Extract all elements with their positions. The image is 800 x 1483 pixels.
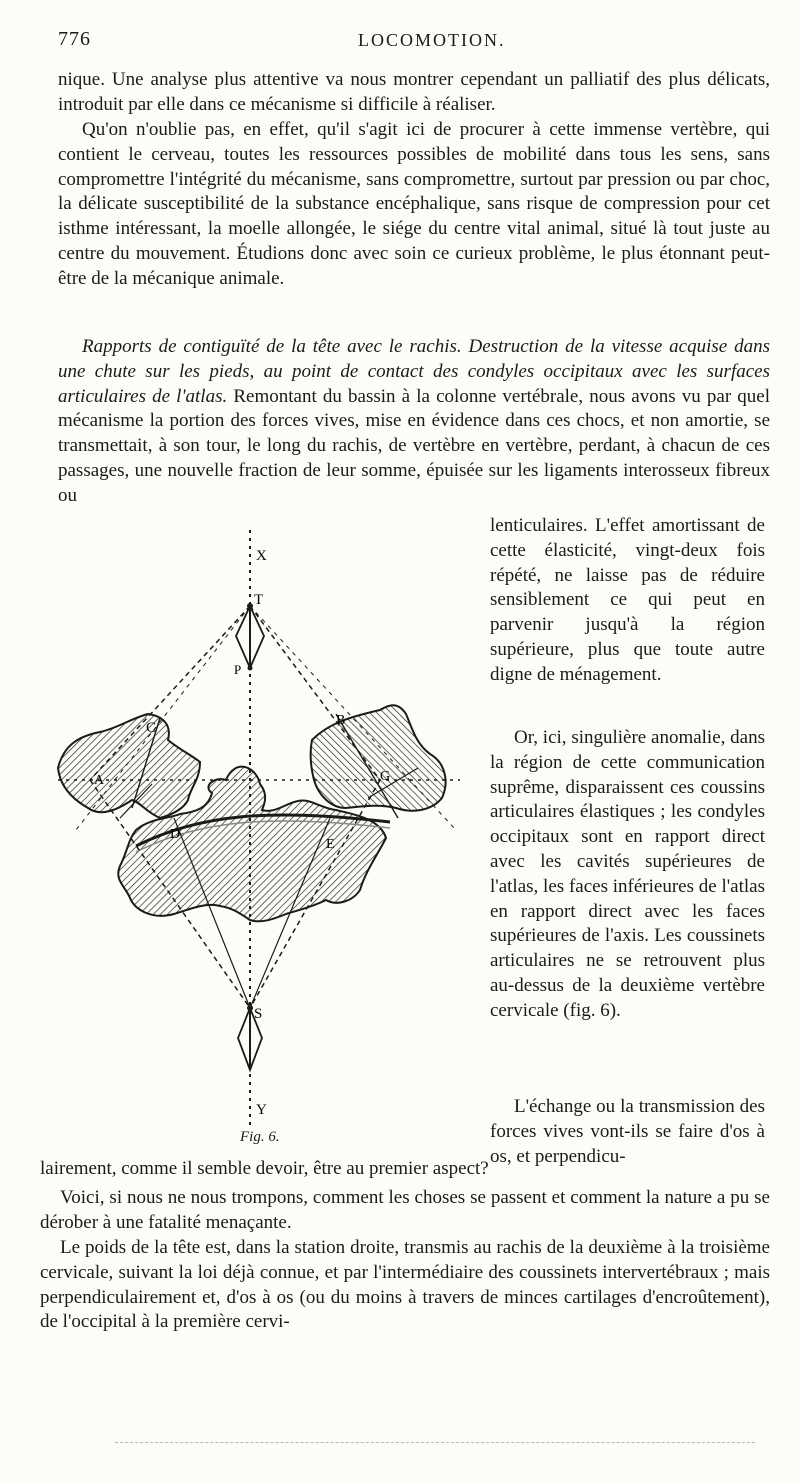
label-t: T (254, 592, 264, 608)
page-number: 776 (58, 28, 91, 50)
paragraph-1: nique. Une analyse plus attentive va nous montrer cependant un palliatif des plus délicats, introduit par elle dans ce mécanisme si difficile à réaliser. (58, 69, 770, 115)
label-x: X (256, 548, 267, 564)
side-paragraph-1: lenticulaires. L'effet amortissant de cette élasticité, vingt-deux fois répété, ne laisse pas de réduire sensiblement ce qui peut en parvenir jusqu'à la région supérieure, plus que toute autre digne de ménagement. (490, 515, 765, 685)
label-a: A (94, 773, 105, 788)
right-condyle-shape (311, 705, 446, 811)
footer-rule (115, 1442, 755, 1443)
paragraph-4: Voici, si nous ne nous trompons, comment les choses se passent et comment la nature a pu se dérober à une fatalité menaçante. (40, 1187, 770, 1233)
label-y: Y (256, 1102, 267, 1118)
paragraph-3 (58, 335, 770, 509)
figure-caption: Fig. 6. (240, 1129, 280, 1145)
label-s: S (254, 1006, 263, 1022)
paragraph-continuation: lairement, comme il semble devoir, être au premier aspect? (40, 1158, 489, 1179)
paragraph-5: Le poids de la tête est, dans la station droite, transmis au rachis de la deuxième à la troisième cervicale, suivant la loi déjà connue, et par l'intermédiaire des coussinets intervertébraux ; mais perpendiculairement et, d'os à os (ou du moins à travers de minces cartilages d'encroûtement), de l'occipital à la première cervi- (40, 1237, 770, 1333)
page-header (58, 28, 755, 58)
section-heading-italic: Rapports de contiguïté de la tête avec le rachis. Destruction de la vitesse acquise dans une chute sur les pieds, au point de contact des condyles occipitaux avec les surfaces articulaires de l'atlas. (58, 336, 770, 407)
side-paragraph-2: Or, ici, singulière anomalie, dans la région de cette communication suprême, disparaissent ces coussins articulaires élastiques ; les condyles occipitaux sont en rapport direct avec les cavités supérieures de l'atlas, les faces inférieures de l'atlas en rapport direct avec les faces supérieures de l'axis. Les coussinets articulaires ne se retrouvent plus au-dessus de la deuxième vertèbre cervicale (fig. 6). (490, 727, 765, 1021)
paragraph-2: Qu'on n'oublie pas, en effet, qu'il s'agit ici de procurer à cette immense vertèbre, qui contient le cerveau, toutes les ressources possibles de mobilité dans tous les sens, sans compromettre l'intégrité du mécanisme, sans compromettre, surtout par pression ou par choc, la délicate susceptibilité de la substance encéphalique, sans risque de compression pour cet isthme intéressant, la moelle allongée, le siége du centre vital animal, situé là tout juste au centre du mouvement. Étudions donc avec soin ce curieux problème, le plus étonnant peut-être de la mécanique animale. (58, 119, 770, 289)
left-condyle-shape (58, 714, 200, 818)
paragraph-3-body: Remontant du bassin à la colonne vertébrale, nous avons vu par quel mécanisme la portion des forces vives, mise en évidence dans ces chocs, et non amortie, se transmettait, à son tour, le long du rachis, de vertèbre en vertèbre, perdant, à chacun de ces passages, une nouvelle fraction de leur somme, épuisée sur les ligaments interosseux fibreux ou (58, 385, 771, 506)
label-p: P (234, 662, 242, 677)
figure-6-diagram (40, 518, 490, 1140)
running-head: LOCOMOTION. (358, 30, 506, 50)
label-b: B (336, 713, 346, 728)
label-e: E (326, 837, 335, 852)
label-d: D (170, 827, 181, 842)
label-g: G (380, 769, 391, 784)
label-c: C (146, 720, 157, 736)
side-paragraph-3: L'échange ou la transmission des forces vives vont-ils se faire d'os à os, et perpendicu- (490, 1096, 765, 1167)
